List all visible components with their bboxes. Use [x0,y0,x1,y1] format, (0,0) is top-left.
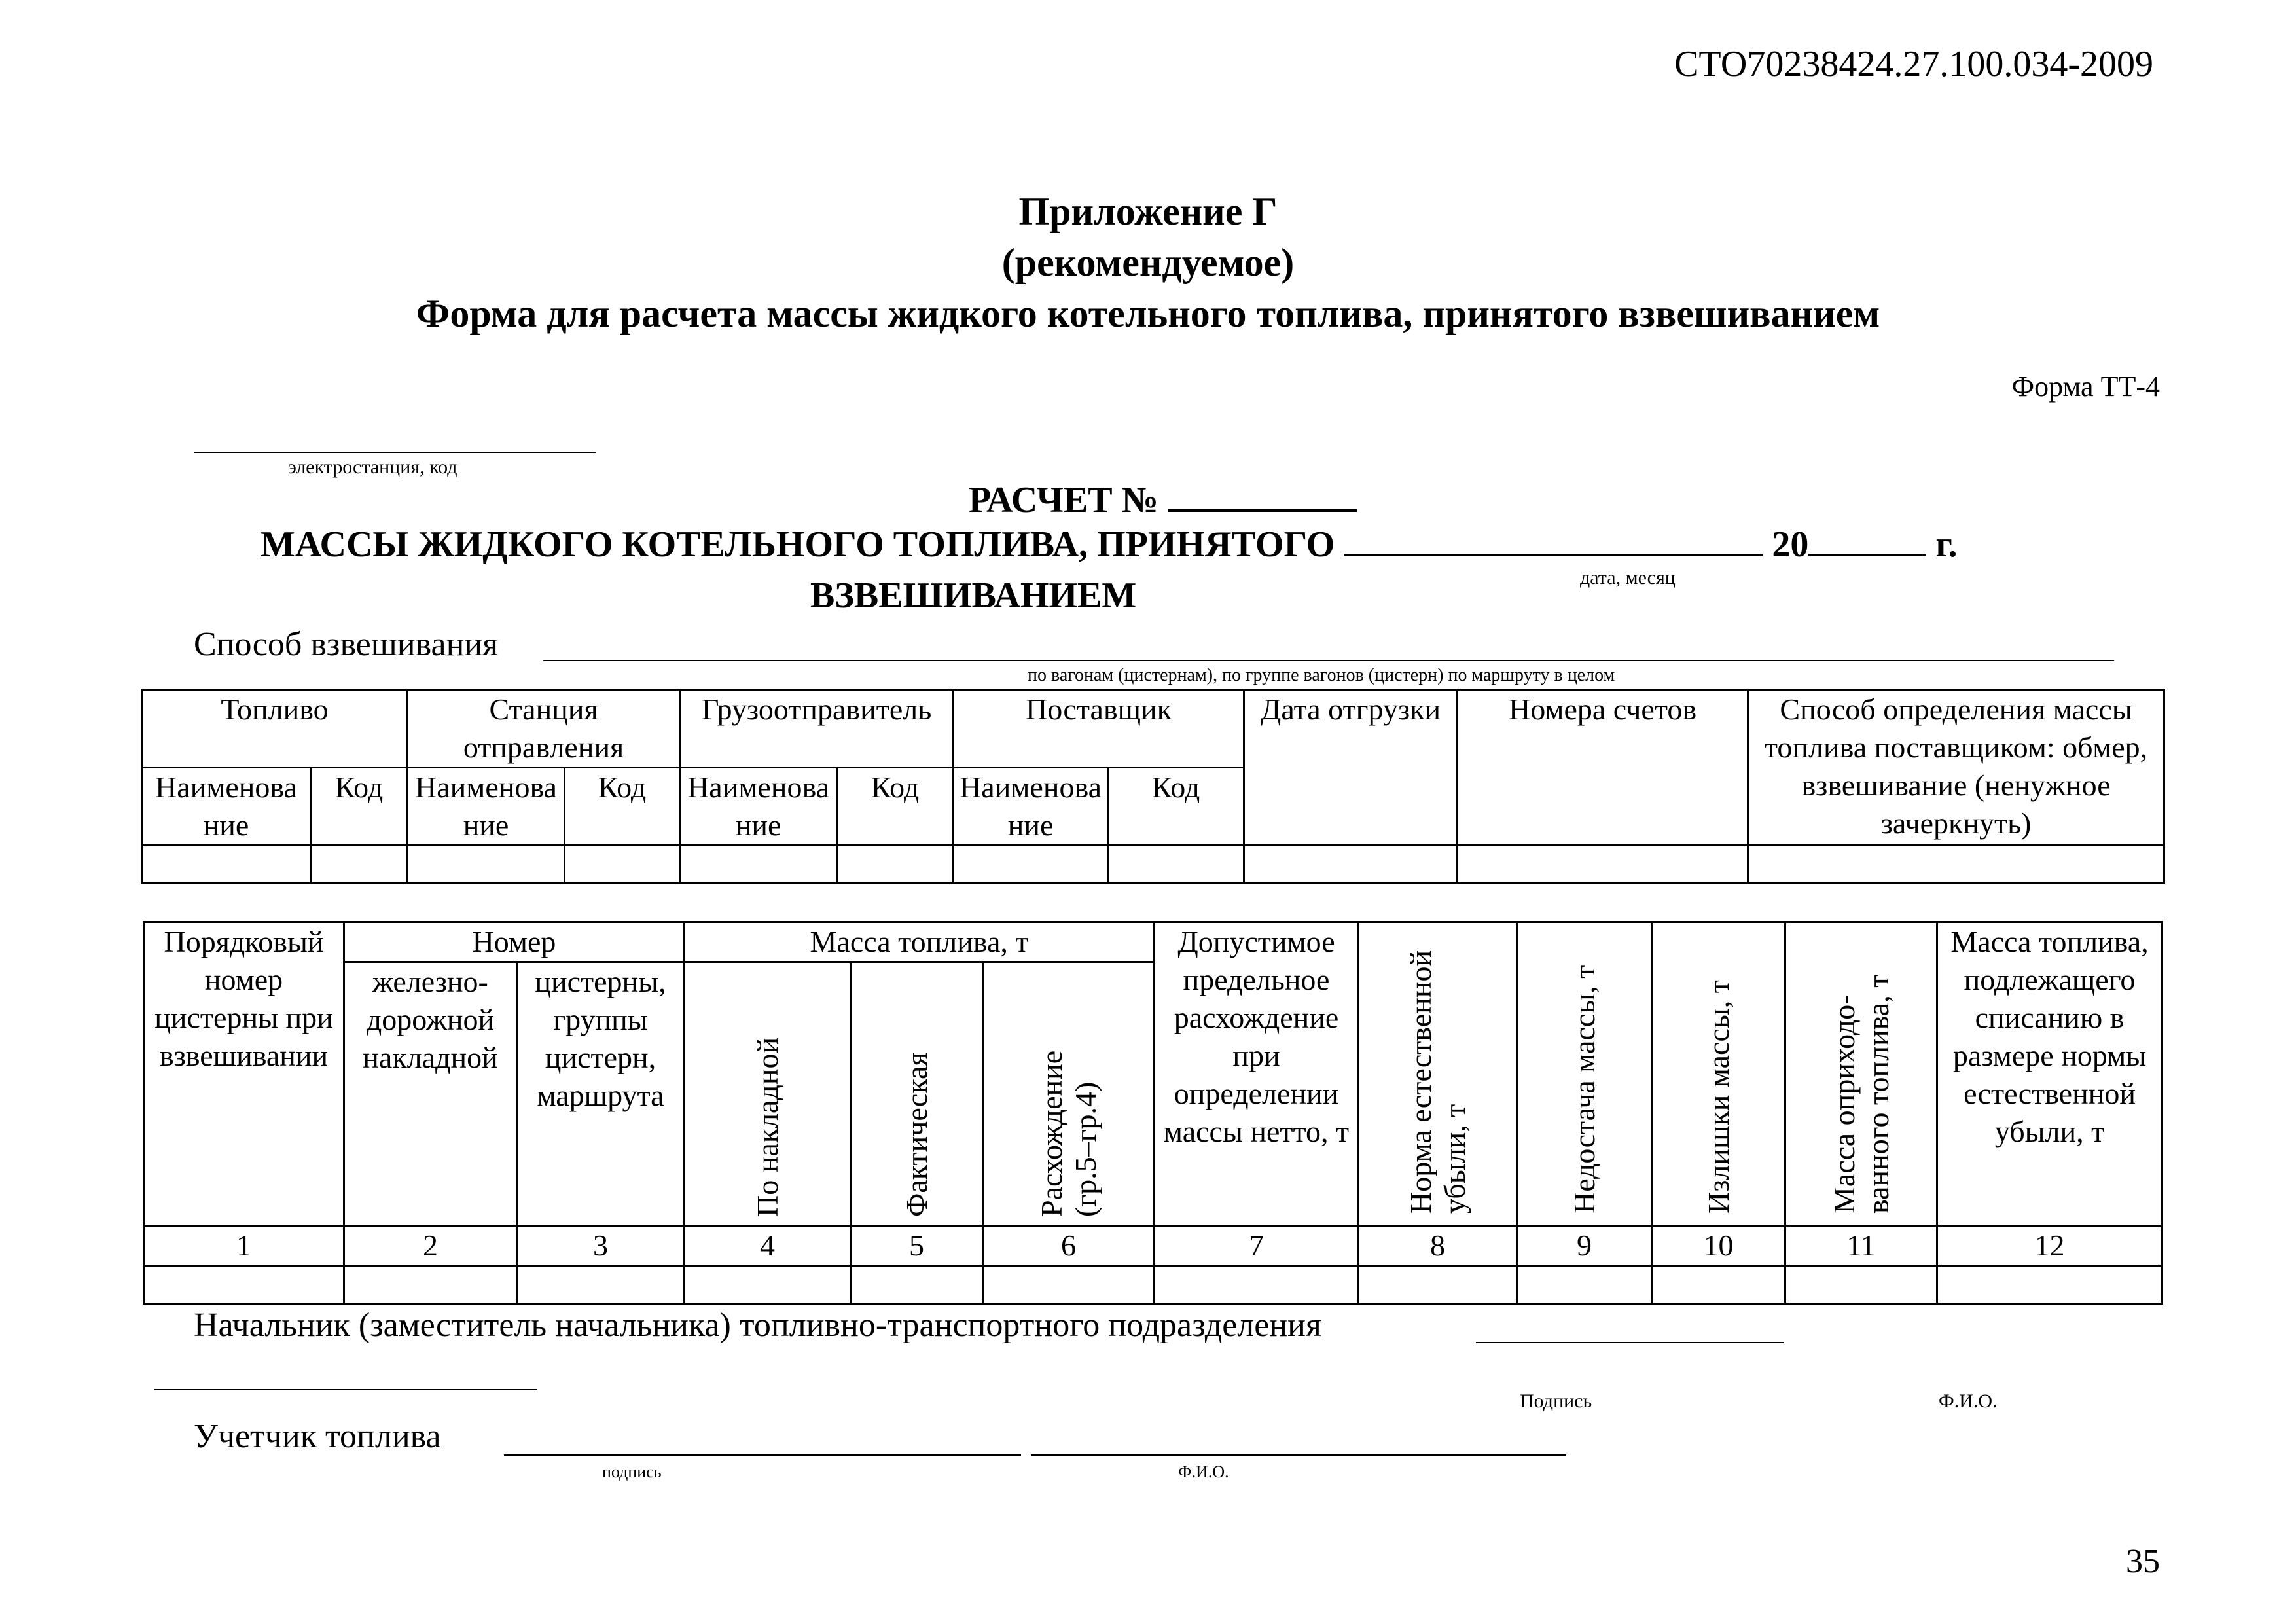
allowed-discrepancy-header: Допустимое предельное расхождение при определении массы нетто, т [1155,922,1359,1226]
departure-station-header: Станция отправления [408,690,680,768]
column-number: 2 [344,1226,517,1266]
chief-name-field[interactable] [154,1389,537,1390]
tank-order-header: Порядковый номер цистерны при взвешивании [144,922,344,1226]
supplier-code-header: Код [1108,768,1244,846]
discrepancy-label: Расхождение (гр.5–гр.4) [1034,1050,1102,1217]
waybill-number-header: железно-дорожной накладной [344,962,517,1226]
surplus-header [1652,922,1785,1226]
table-cell[interactable] [1517,1266,1652,1304]
table-cell[interactable] [142,846,311,884]
column-number: 11 [1785,1226,1937,1266]
shipment-date-header: Дата отгрузки [1244,690,1458,846]
table-cell[interactable] [1244,846,1458,884]
column-number: 8 [1359,1226,1517,1266]
appendix-title-block [0,186,2296,339]
accountant-signature-caption: подпись [602,1462,662,1481]
year-field[interactable] [1808,525,1926,556]
accountant-fio-caption: Ф.И.О. [1178,1462,1229,1481]
table-row [142,846,2164,884]
column-number: 7 [1155,1226,1359,1266]
fuel-mass-group-header: Масса топлива, т [685,922,1155,962]
table-cell[interactable] [954,846,1108,884]
surplus-label: Излишки массы, т [1701,980,1735,1214]
column-number: 9 [1517,1226,1652,1266]
table-cell[interactable] [983,1266,1155,1304]
mass-by-waybill-label: По накладной [750,1037,784,1217]
actual-mass-header [851,962,983,1226]
calculation-subject: МАССЫ ЖИДКОГО КОТЕЛЬНОГО ТОПЛИВА, ПРИНЯТОГО [260,524,1335,565]
shipper-header: Грузоотправитель [680,690,954,768]
discrepancy-header [983,962,1155,1226]
table-cell[interactable] [517,1266,685,1304]
station-caption: электростанция, код [288,456,457,478]
weighing-method-row [194,625,498,664]
appendix-status: (рекомендуемое) [1001,241,1295,284]
table-cell[interactable] [565,846,680,884]
weighing-table [143,921,2163,1305]
natural-loss-header [1359,922,1517,1226]
fio-caption: Ф.И.О. [1939,1390,1998,1412]
form-name: Форма ТТ-4 [2011,370,2160,403]
calculation-date-field[interactable] [1344,525,1763,556]
weighing-method-field[interactable] [543,660,2114,661]
writeoff-mass-header: Масса топлива, подлежащего списанию в размере нормы естественной убыли, т [1937,922,2162,1226]
column-number-row [144,1226,2162,1266]
received-mass-header [1785,922,1937,1226]
fuel-name-header: Наименова ние [142,768,311,846]
chief-signature-field[interactable] [1476,1342,1784,1343]
column-number: 6 [983,1226,1155,1266]
actual-mass-label: Фактическая [899,1052,933,1217]
station-field-line[interactable] [194,452,596,453]
date-caption: дата, месяц [1580,567,1676,588]
calculation-method-word: ВЗВЕШИВАНИЕМ [810,575,1137,616]
fuel-header: Топливо [142,690,408,768]
column-number: 5 [851,1226,983,1266]
table-cell[interactable] [408,846,565,884]
table-cell[interactable] [1155,1266,1359,1304]
document-code: СТО70238424.27.100.034-2009 [1674,44,2153,84]
table-cell[interactable] [1748,846,2164,884]
signature-caption: Подпись [1520,1390,1592,1412]
table-cell[interactable] [344,1266,517,1304]
page-number: 35 [2126,1543,2160,1580]
chief-title: Начальник (заместитель начальника) топливно-транспортного подразделения [194,1307,1321,1344]
weighing-method-label: Способ взвешивания [194,626,499,663]
shipper-name-header: Наименова ние [680,768,837,846]
accountant-signature-field[interactable] [504,1454,1021,1456]
weighing-method-caption: по вагонам (цистернам), по группе вагонов (цистерн) по маршруту в целом [1028,665,1615,685]
accountant-title: Учетчик топлива [194,1418,441,1455]
table-cell[interactable] [1359,1266,1517,1304]
calculation-title: РАСЧЕТ № [969,480,1158,520]
year-suffix: г. [1935,524,1958,565]
table-cell[interactable] [1458,846,1748,884]
natural-loss-label: Норма естественной убыли, т [1403,950,1471,1214]
table-cell[interactable] [1108,846,1244,884]
appendix-subject: Форма для расчета массы жидкого котельного топлива, принятого взвешиванием [416,292,1880,335]
table-cell[interactable] [1652,1266,1785,1304]
calculation-number-field[interactable] [1168,480,1357,512]
year-prefix: 20 [1772,524,1809,565]
accountant-name-field[interactable] [1031,1454,1566,1456]
shipper-code-header: Код [837,768,954,846]
shortage-label: Недостача массы, т [1567,965,1601,1214]
fuel-code-header: Код [311,768,408,846]
table-cell[interactable] [144,1266,344,1304]
received-mass-label: Масса оприходо-ванного топлива, т [1827,974,1895,1214]
table-cell[interactable] [680,846,837,884]
calculation-subject-line [260,524,1958,566]
shortage-header [1517,922,1652,1226]
table-cell[interactable] [685,1266,851,1304]
table-cell[interactable] [851,1266,983,1304]
column-number: 12 [1937,1226,2162,1266]
calculation-number-line [969,479,1357,521]
chief-signature-row [194,1306,1321,1344]
column-number: 10 [1652,1226,1785,1266]
tank-number-header: цистерны, группы цистерн, маршрута [517,962,685,1226]
supplier-name-header: Наименова ние [954,768,1108,846]
column-number: 1 [144,1226,344,1266]
column-number: 4 [685,1226,851,1266]
station-name-header: Наименова ние [408,768,565,846]
shipment-table [141,689,2165,884]
supplier-header: Поставщик [954,690,1244,768]
station-code-header: Код [565,768,680,846]
mass-method-header: Способ определения массы топлива поставщиком: обмер, взвешивание (ненужное зачеркнуть) [1748,690,2164,846]
table-cell[interactable] [1785,1266,1937,1304]
table-cell[interactable] [837,846,954,884]
column-number: 3 [517,1226,685,1266]
table-cell[interactable] [1937,1266,2162,1304]
table-row [144,1266,2162,1304]
table-cell[interactable] [311,846,408,884]
number-group-header: Номер [344,922,685,962]
invoice-numbers-header: Номера счетов [1458,690,1748,846]
appendix-title: Приложение Г [1018,190,1278,233]
mass-by-waybill-header [685,962,851,1226]
